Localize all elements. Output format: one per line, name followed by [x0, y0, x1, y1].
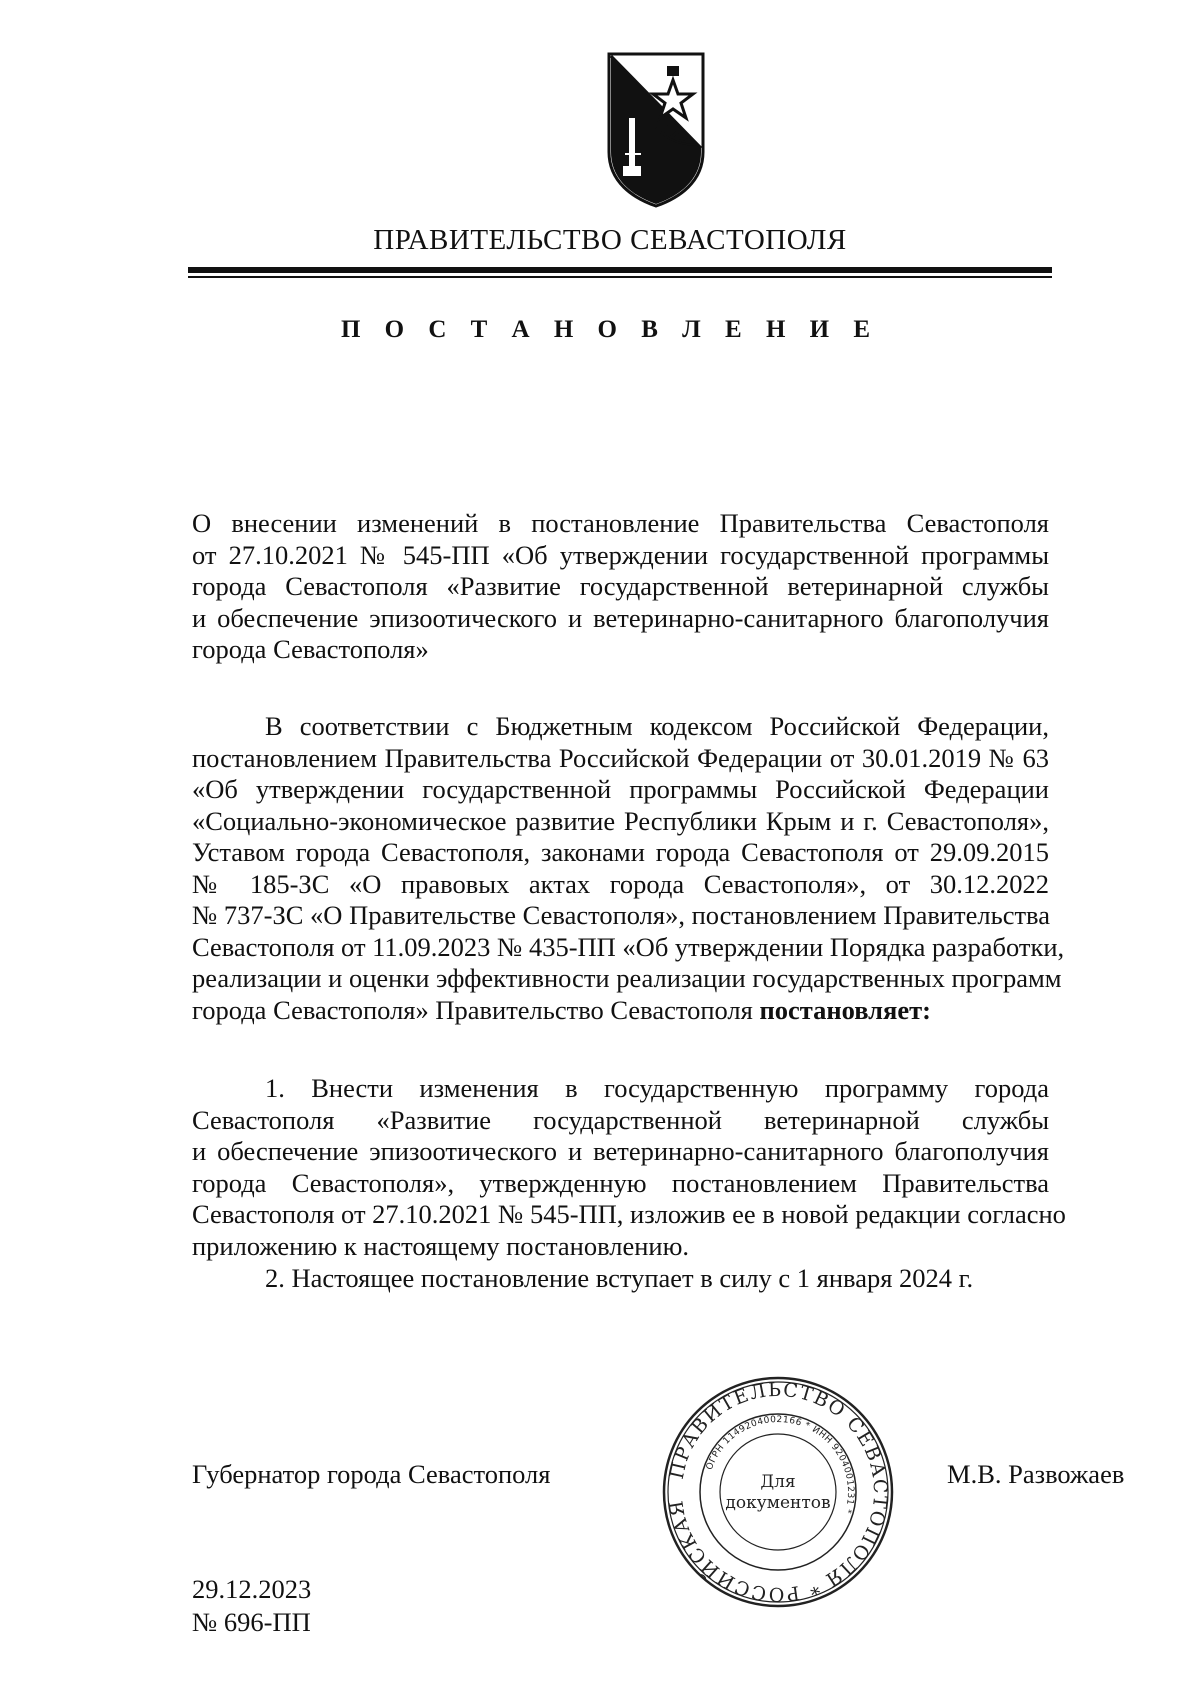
preamble-line: постановлением Правительства Российской Федерации от 30.01.2019 № 63 — [192, 742, 1049, 773]
seal-center-line: документов — [725, 1493, 831, 1513]
subject-line: О внесении изменений в постановление Правительства Севастополя — [192, 508, 1049, 538]
preamble-line: «Социально-экономическое развитие Республики Крым и г. Севастополя», — [192, 805, 1049, 836]
preamble-line: В соответствии с Бюджетным кодексом Российской Федерации, — [265, 711, 1049, 741]
resolution-item-1 — [192, 1073, 1066, 1262]
seal-outer-text: ПРАВИТЕЛЬСТВО СЕВАСТОПОЛЯ * РОССИЙСКАЯ — [665, 1378, 892, 1606]
preamble-paragraph — [192, 711, 1065, 1026]
header-divider-thick — [188, 267, 1052, 273]
preamble-line: № 185-ЗС «О правовых актах города Севастополя», от 30.12.2022 — [192, 868, 1049, 899]
header-divider-thin — [188, 276, 1052, 278]
preamble-last-line — [192, 995, 1049, 1027]
coat-of-arms-emblem — [601, 48, 711, 210]
item1-line: приложению к настоящему постановлению. — [192, 1230, 690, 1261]
preamble-line: «Об утверждении государственной программы Российской Федерации — [192, 774, 1049, 804]
seal-inner-text: ОГРН 1149204002166 * ИНН 9204001231 * — [704, 1414, 856, 1515]
item2-line: 2. Настоящее постановление вступает в силу с 1 января 2024 г. — [265, 1263, 974, 1293]
preamble-line: Севастополя от 11.09.2023 № 435-ПП «Об утверждении Порядка разработки, — [192, 931, 1065, 962]
document-number: № 696-ПП — [192, 1607, 311, 1637]
subject-line: от 27.10.2021 № 545-ПП «Об утверждении государственной программы — [192, 539, 1049, 570]
preamble-line: № 737-ЗС «О Правительстве Севастополя», постановлением Правительства — [192, 900, 1050, 930]
item1-line: и обеспечение эпизоотического и ветеринарно-санитарного благополучия — [192, 1136, 1049, 1166]
signatory-name: М.В. Развожаев — [947, 1459, 1125, 1489]
subject-line: города Севастополя «Развитие государственной ветеринарной службы — [192, 571, 1049, 601]
item1-line: города Севастополя», утвержденную постановлением Правительства — [192, 1167, 1049, 1198]
preamble-line: реализации и оценки эффективности реализации государственных программ — [192, 963, 1062, 993]
preamble-line-text: города Севастополя» Правительство Севастополя — [192, 994, 760, 1025]
subject-line: и обеспечение эпизоотического и ветеринарно-санитарного благополучия — [192, 602, 1049, 633]
document-date: 29.12.2023 — [192, 1574, 312, 1604]
document-kind-title: П О С Т А Н О В Л Е Н И Е — [340, 316, 880, 343]
resolves-word: постановляет: — [759, 994, 931, 1025]
government-title: ПРАВИТЕЛЬСТВО СЕВАСТОПОЛЯ — [373, 224, 847, 256]
item1-line: Севастополя «Развитие государственной ветеринарной службы — [192, 1104, 1049, 1135]
item1-line: 1. Внести изменения в государственную программу города — [265, 1073, 1049, 1103]
preamble-line: Уставом города Севастополя, законами города Севастополя от 29.09.2015 — [192, 837, 1049, 867]
document-subject — [192, 508, 1049, 666]
signatory-position: Губернатор города Севастополя — [192, 1459, 551, 1489]
resolution-item-2 — [192, 1263, 1049, 1295]
item1-line: Севастополя от 27.10.2021 № 545-ПП, изложив ее в новой редакции согласно — [192, 1199, 1066, 1229]
official-seal-stamp — [660, 1374, 896, 1610]
seal-center-text — [660, 1472, 896, 1514]
seal-center-line: Для — [760, 1472, 796, 1492]
subject-line: города Севастополя» — [192, 634, 429, 664]
